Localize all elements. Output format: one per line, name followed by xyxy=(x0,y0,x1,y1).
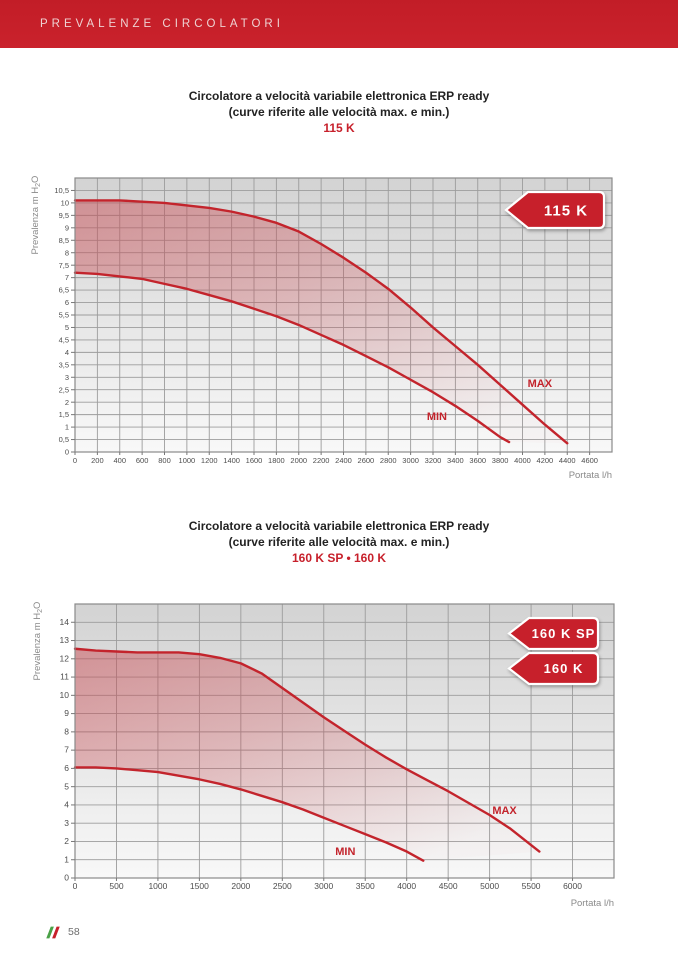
min-curve-label: MIN xyxy=(426,411,448,424)
badge-160-k-sp xyxy=(509,618,598,649)
svg-text:400: 400 xyxy=(113,456,127,465)
svg-text:5: 5 xyxy=(64,781,69,792)
svg-text:2800: 2800 xyxy=(379,456,397,465)
chart-1 xyxy=(0,160,678,515)
svg-text:3800: 3800 xyxy=(491,456,509,465)
svg-text:800: 800 xyxy=(158,456,171,465)
svg-text:4000: 4000 xyxy=(514,456,531,465)
y-axis-label: Prevalenza m $H_2O$ xyxy=(32,601,44,681)
svg-text:11: 11 xyxy=(60,671,69,682)
svg-text:0,5: 0,5 xyxy=(58,435,69,445)
svg-text:3400: 3400 xyxy=(447,456,464,465)
svg-text:6: 6 xyxy=(64,763,69,773)
svg-text:1: 1 xyxy=(64,854,69,865)
svg-text:8: 8 xyxy=(64,726,69,737)
svg-text:7: 7 xyxy=(64,273,69,283)
badge-115-k xyxy=(506,192,604,228)
svg-text:14: 14 xyxy=(59,616,69,627)
svg-text:600: 600 xyxy=(135,456,149,465)
chart-2 xyxy=(0,590,678,930)
svg-text:4000: 4000 xyxy=(397,881,417,891)
svg-text:1200: 1200 xyxy=(200,456,218,465)
svg-text:8: 8 xyxy=(64,248,69,258)
svg-text:0: 0 xyxy=(72,881,78,891)
svg-text:1: 1 xyxy=(64,422,69,432)
svg-text:0: 0 xyxy=(64,872,69,883)
min-curve-label: MIN xyxy=(335,846,356,859)
svg-text:0: 0 xyxy=(64,447,69,457)
svg-text:3: 3 xyxy=(64,817,69,828)
y-axis-label: Prevalenza m $H_2O$ xyxy=(30,175,42,255)
chart-2-model-label: 160 K SP • 160 K xyxy=(291,551,387,565)
chart-1-title xyxy=(0,88,678,136)
svg-text:7: 7 xyxy=(64,744,69,755)
svg-text:12: 12 xyxy=(59,653,69,664)
svg-text:115 K: 115 K xyxy=(543,202,589,220)
svg-text:5: 5 xyxy=(64,323,69,333)
svg-text:13: 13 xyxy=(59,635,69,646)
svg-text:0: 0 xyxy=(72,456,78,465)
svg-text:4600: 4600 xyxy=(581,456,598,465)
x-axis-label: Portata l/h xyxy=(570,898,614,909)
chart-1-title-line2: (curve riferite alle velocità max. e min.) xyxy=(228,105,450,119)
svg-text:2200: 2200 xyxy=(312,456,330,465)
svg-text:8,5: 8,5 xyxy=(58,235,69,245)
svg-text:10,5: 10,5 xyxy=(54,186,69,196)
svg-text:4400: 4400 xyxy=(558,456,576,465)
svg-text:1400: 1400 xyxy=(223,456,240,465)
svg-text:2000: 2000 xyxy=(231,881,251,891)
italian-flag-strokes-icon xyxy=(44,925,62,940)
svg-text:2400: 2400 xyxy=(335,456,352,465)
svg-text:6,5: 6,5 xyxy=(58,285,69,295)
svg-text:9,5: 9,5 xyxy=(58,210,69,220)
chart-1-title-line1: Circolatore a velocità variabile elettronica ERP ready xyxy=(188,89,490,103)
header-bar xyxy=(0,0,678,48)
svg-text:2: 2 xyxy=(64,836,69,847)
svg-text:1,5: 1,5 xyxy=(58,410,69,420)
svg-text:160 K SP: 160 K SP xyxy=(531,626,596,642)
svg-text:3,5: 3,5 xyxy=(58,360,69,370)
svg-text:160 K: 160 K xyxy=(543,661,584,677)
svg-text:1000: 1000 xyxy=(178,456,196,465)
max-curve-label: MAX xyxy=(527,378,553,391)
svg-text:200: 200 xyxy=(91,456,104,465)
svg-text:4,5: 4,5 xyxy=(58,335,69,345)
footer xyxy=(44,922,80,942)
svg-text:2000: 2000 xyxy=(290,456,308,465)
svg-text:1000: 1000 xyxy=(148,881,168,891)
svg-text:5,5: 5,5 xyxy=(58,310,69,320)
badge-160-k xyxy=(509,653,598,684)
page-title: PREVALENZE CIRCOLATORI xyxy=(40,18,284,30)
chart-1-svg xyxy=(0,160,678,510)
svg-text:4: 4 xyxy=(64,347,69,357)
svg-text:6: 6 xyxy=(64,298,69,308)
svg-text:5500: 5500 xyxy=(521,881,541,891)
svg-text:6000: 6000 xyxy=(563,881,582,891)
svg-text:4500: 4500 xyxy=(438,881,458,891)
chart-2-title-line2: (curve riferite alle velocità max. e min.) xyxy=(228,535,450,549)
svg-text:3000: 3000 xyxy=(314,881,334,891)
page-number: 58 xyxy=(68,926,80,938)
chart-1-model-label: 115 K xyxy=(323,121,355,135)
svg-text:1800: 1800 xyxy=(268,456,285,465)
svg-text:3200: 3200 xyxy=(424,456,442,465)
svg-text:3: 3 xyxy=(64,372,69,382)
svg-text:3600: 3600 xyxy=(469,456,487,465)
svg-text:2,5: 2,5 xyxy=(58,385,69,395)
max-curve-label: MAX xyxy=(492,805,517,818)
svg-text:4: 4 xyxy=(64,799,69,810)
x-axis-label: Portata l/h xyxy=(568,470,612,481)
svg-text:3500: 3500 xyxy=(355,881,375,891)
svg-text:7,5: 7,5 xyxy=(58,260,69,270)
chart-2-title xyxy=(0,518,678,566)
svg-text:9: 9 xyxy=(64,223,69,233)
svg-text:1600: 1600 xyxy=(245,456,263,465)
svg-text:10: 10 xyxy=(59,689,69,700)
svg-text:9: 9 xyxy=(64,708,69,719)
svg-text:2: 2 xyxy=(64,397,69,407)
chart-2-title-line1: Circolatore a velocità variabile elettronica ERP ready xyxy=(188,519,490,533)
svg-text:4200: 4200 xyxy=(536,456,554,465)
svg-text:500: 500 xyxy=(109,881,124,891)
svg-text:2500: 2500 xyxy=(272,881,292,891)
svg-text:3000: 3000 xyxy=(402,456,419,465)
svg-text:2600: 2600 xyxy=(357,456,375,465)
svg-text:10: 10 xyxy=(60,198,69,208)
svg-text:1500: 1500 xyxy=(189,881,209,891)
chart-2-svg xyxy=(0,590,678,925)
svg-text:5000: 5000 xyxy=(480,881,500,891)
